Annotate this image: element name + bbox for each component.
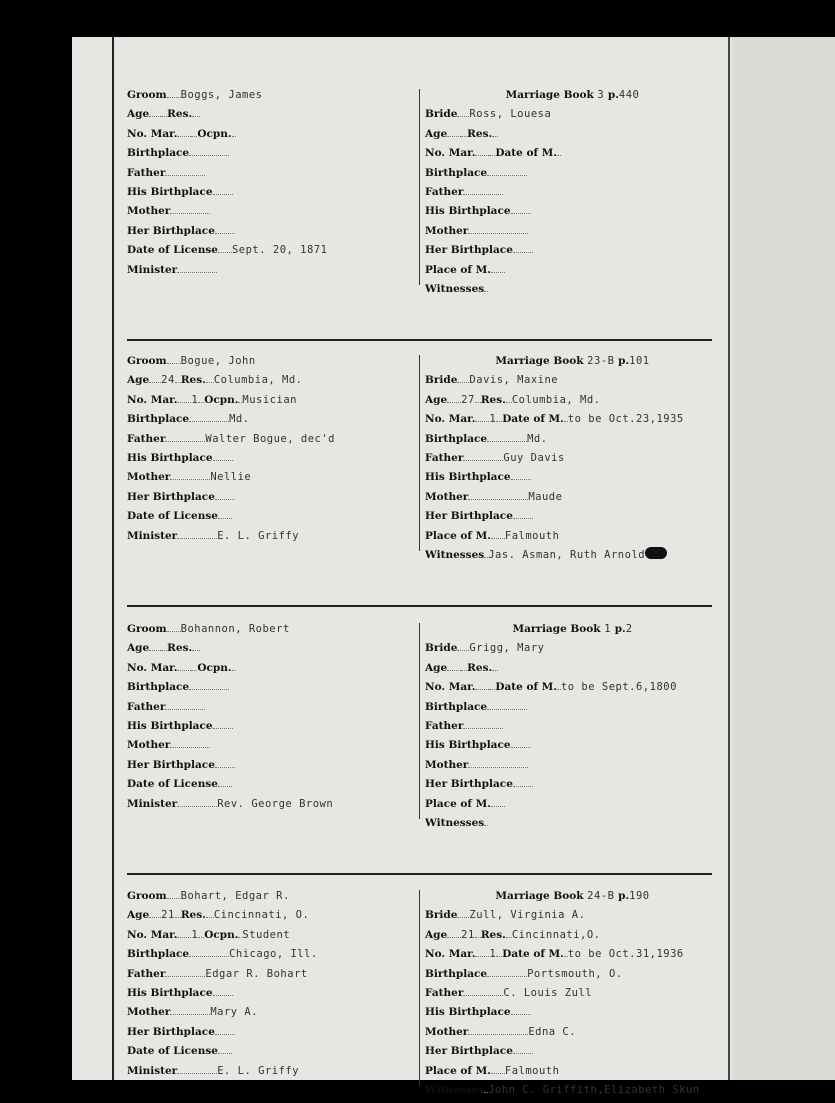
age-label: Age	[127, 909, 150, 922]
bride-father-value: C. Louis Zull	[503, 986, 593, 999]
page-label: p.	[618, 355, 630, 367]
bride-no-mar-label: No. Mar.	[425, 413, 476, 426]
mother-row	[127, 1006, 417, 1025]
bride-mother-value: Maude	[528, 490, 563, 503]
page-value: 190	[629, 890, 650, 902]
no-mar-label: No. Mar.	[127, 393, 178, 406]
witnesses-row	[425, 817, 720, 836]
bride-father-label: Father	[425, 185, 464, 198]
age-res-row	[127, 642, 417, 661]
bride-label: Bride	[425, 374, 458, 387]
minister-label: Minister	[127, 797, 178, 810]
bride-father-label: Father	[425, 451, 464, 464]
bride-his-birthplace-row	[425, 205, 720, 224]
bride-father-label: Father	[425, 986, 464, 999]
page-value: 440	[618, 89, 640, 101]
bride-his-birthplace-label: His Birthplace	[425, 471, 511, 484]
groom-value: Bohannon, Robert	[180, 623, 290, 635]
birthplace-label: Birthplace	[127, 413, 190, 426]
column-divider	[419, 355, 420, 551]
minister-row	[127, 1065, 417, 1084]
bride-her-birthplace-label: Her Birthplace	[425, 1045, 513, 1058]
birthplace-row	[127, 413, 417, 432]
bride-value: Zull, Virginia A.	[469, 909, 586, 922]
bride-her-birthplace-row	[425, 778, 720, 797]
bride-her-birthplace-label: Her Birthplace	[425, 778, 513, 791]
bride-birthplace-value: Portsmouth, O.	[527, 967, 623, 980]
his-birthplace-row	[127, 186, 417, 205]
groom-row	[127, 89, 417, 108]
bride-no-mar-label: No. Mar.	[425, 948, 476, 961]
bride-age-res-row	[425, 128, 720, 147]
bride-birthplace-label: Birthplace	[425, 967, 488, 980]
minister-row	[127, 264, 417, 283]
groom-value: Bohart, Edgar R.	[180, 890, 290, 902]
his-birthplace-label: His Birthplace	[127, 185, 213, 198]
bride-label: Bride	[425, 642, 458, 655]
groom-column	[127, 355, 417, 549]
her-birthplace-label: Her Birthplace	[127, 224, 215, 237]
minister-label: Minister	[127, 529, 178, 542]
age-res-row	[127, 374, 417, 393]
ocpn-value: Musician	[242, 393, 297, 406]
bride-mother-label: Mother	[425, 224, 469, 237]
res-label: Res.	[180, 909, 206, 922]
bride-age-res-row	[425, 662, 720, 681]
bride-res-value: Cincinnati,O.	[511, 928, 601, 941]
witnesses-value: John C. Griffith,Elizabeth Skun	[488, 1083, 700, 1096]
groom-label: Groom	[127, 89, 167, 101]
place-of-m-row	[425, 798, 720, 817]
mother-label: Mother	[127, 1006, 171, 1019]
marriage-book-value: 24-B	[587, 890, 615, 902]
witnesses-value: Jas. Asman, Ruth Arnold	[488, 548, 646, 561]
bride-no-mar-row	[425, 948, 720, 967]
age-label: Age	[127, 642, 150, 655]
bride-mother-row	[425, 759, 720, 778]
mother-value: Mary A.	[210, 1006, 259, 1019]
page-label: p.	[607, 89, 619, 101]
bride-his-birthplace-label: His Birthplace	[425, 205, 511, 218]
groom-column	[127, 89, 417, 283]
her-birthplace-row	[127, 225, 417, 244]
bride-father-label: Father	[425, 719, 464, 732]
place-of-m-row	[425, 264, 720, 283]
bride-age-value: 21	[461, 928, 475, 941]
bride-row	[425, 108, 720, 127]
birthplace-row	[127, 147, 417, 166]
bride-label: Bride	[425, 909, 458, 922]
bride-no-mar-row	[425, 413, 720, 432]
bride-age-value: 27	[461, 393, 475, 406]
marriage-book-row	[425, 89, 720, 108]
date-of-m-label: Date of M.	[502, 948, 564, 961]
his-birthplace-label: His Birthplace	[127, 986, 213, 999]
groom-row	[127, 890, 417, 909]
date-of-license-label: Date of License	[127, 244, 218, 257]
bride-father-row	[425, 987, 720, 1006]
bride-age-res-row	[425, 394, 720, 413]
marriage-book-label: Marriage Book	[512, 623, 601, 635]
record-separator	[127, 605, 712, 607]
groom-row	[127, 623, 417, 642]
date-of-m-label: Date of M.	[495, 147, 557, 160]
witnesses-label: Witnesses	[425, 282, 485, 295]
bride-column	[425, 355, 720, 568]
bride-row	[425, 909, 720, 928]
no-mar-row	[127, 662, 417, 681]
groom-row	[127, 355, 417, 374]
age-value: 21	[161, 909, 175, 922]
her-birthplace-label: Her Birthplace	[127, 490, 215, 503]
date-of-license-label: Date of License	[127, 1045, 218, 1058]
bride-mother-value: Edna C.	[528, 1025, 577, 1038]
bride-her-birthplace-label: Her Birthplace	[425, 510, 513, 523]
bride-value: Ross, Louesa	[469, 108, 552, 121]
ocpn-label: Ocpn.	[204, 928, 239, 941]
his-birthplace-row	[127, 987, 417, 1006]
mother-value: Nellie	[210, 471, 252, 484]
marriage-book-value: 3	[597, 89, 605, 101]
bride-column	[425, 89, 720, 302]
bride-birthplace-row	[425, 167, 720, 186]
witnesses-label: Witnesses	[425, 816, 485, 829]
witnesses-label: Witnesses	[425, 1083, 485, 1096]
father-label: Father	[127, 967, 166, 980]
age-label: Age	[127, 374, 150, 387]
date-of-m-label: Date of M.	[495, 681, 557, 694]
bride-column	[425, 890, 720, 1103]
no-mar-value: 1	[191, 393, 199, 406]
witnesses-row	[425, 549, 720, 568]
marriage-book-row	[425, 890, 720, 909]
groom-label: Groom	[127, 355, 167, 367]
page-value: 2	[625, 623, 633, 635]
bride-birthplace-value: Md.	[527, 432, 548, 445]
his-birthplace-row	[127, 452, 417, 471]
bride-mother-label: Mother	[425, 758, 469, 771]
bride-no-mar-label: No. Mar.	[425, 147, 476, 160]
bride-no-mar-value: 1	[489, 413, 497, 426]
bride-res-label: Res.	[467, 127, 493, 140]
bride-her-birthplace-row	[425, 244, 720, 263]
bride-his-birthplace-row	[425, 739, 720, 758]
res-value: Columbia, Md.	[213, 374, 303, 387]
bride-age-label: Age	[425, 928, 448, 941]
place-of-m-label: Place of M.	[425, 1064, 491, 1077]
place-of-m-label: Place of M.	[425, 529, 491, 542]
res-label: Res.	[167, 642, 193, 655]
marriage-book-value: 23-B	[587, 355, 615, 367]
bride-no-mar-label: No. Mar.	[425, 681, 476, 694]
bride-no-mar-value: 1	[489, 948, 497, 961]
place-of-m-value: Falmouth	[504, 1064, 560, 1077]
bride-no-mar-row	[425, 147, 720, 166]
bride-his-birthplace-label: His Birthplace	[425, 1006, 511, 1019]
witnesses-row	[425, 1084, 720, 1103]
bride-mother-row	[425, 1026, 720, 1045]
bride-mother-row	[425, 225, 720, 244]
ocpn-value: Student	[242, 928, 291, 941]
res-value: Cincinnati, O.	[213, 909, 310, 922]
bride-value: Davis, Maxine	[469, 374, 559, 387]
groom-value: Boggs, James	[180, 89, 263, 101]
date-of-license-row	[127, 244, 417, 263]
no-mar-row	[127, 128, 417, 147]
witnesses-row	[425, 283, 720, 302]
her-birthplace-label: Her Birthplace	[127, 758, 215, 771]
bride-father-value: Guy Davis	[503, 451, 565, 464]
bride-birthplace-row	[425, 433, 720, 452]
witnesses-label: Witnesses	[425, 548, 485, 561]
birthplace-row	[127, 681, 417, 700]
bride-father-row	[425, 720, 720, 739]
bride-father-row	[425, 452, 720, 471]
place-of-m-label: Place of M.	[425, 263, 491, 276]
res-label: Res.	[167, 108, 193, 121]
left-border-line	[112, 37, 114, 1080]
column-divider	[419, 89, 420, 285]
minister-value: E. L. Griffy	[217, 529, 300, 542]
bride-res-value: Columbia, Md.	[511, 393, 601, 406]
bride-mother-label: Mother	[425, 1025, 469, 1038]
mother-row	[127, 739, 417, 758]
bride-birthplace-label: Birthplace	[425, 166, 488, 179]
date-of-m-label: Date of M.	[502, 413, 564, 426]
mother-label: Mother	[127, 205, 171, 218]
bride-res-label: Res.	[480, 928, 506, 941]
marriage-book-value: 1	[604, 623, 612, 635]
bride-his-birthplace-label: His Birthplace	[425, 739, 511, 752]
no-mar-value: 1	[191, 928, 199, 941]
age-value: 24	[161, 374, 175, 387]
bride-age-label: Age	[425, 127, 448, 140]
bride-res-label: Res.	[467, 661, 493, 674]
minister-label: Minister	[127, 1064, 178, 1077]
place-of-m-label: Place of M.	[425, 797, 491, 810]
bride-mother-label: Mother	[425, 490, 469, 503]
bride-her-birthplace-row	[425, 510, 720, 529]
bride-his-birthplace-row	[425, 1006, 720, 1025]
birthplace-value: Chicago, Ill.	[229, 948, 318, 961]
bride-age-label: Age	[425, 393, 448, 406]
mother-label: Mother	[127, 739, 171, 752]
groom-label: Groom	[127, 890, 167, 902]
no-mar-label: No. Mar.	[127, 928, 178, 941]
father-label: Father	[127, 432, 166, 445]
page-edge	[732, 37, 835, 1080]
his-birthplace-label: His Birthplace	[127, 451, 213, 464]
bride-his-birthplace-row	[425, 471, 720, 490]
her-birthplace-row	[127, 491, 417, 510]
no-mar-label: No. Mar.	[127, 661, 178, 674]
birthplace-label: Birthplace	[127, 948, 190, 961]
age-label: Age	[127, 108, 150, 121]
father-label: Father	[127, 166, 166, 179]
date-of-m-value: to be Oct.31,1936	[567, 948, 684, 961]
no-mar-row	[127, 929, 417, 948]
record-separator	[127, 873, 712, 875]
date-of-license-row	[127, 1045, 417, 1064]
page-label: p.	[618, 890, 630, 902]
birthplace-row	[127, 948, 417, 967]
ocpn-label: Ocpn.	[204, 393, 239, 406]
bride-value: Grigg, Mary	[469, 642, 545, 655]
bride-birthplace-row	[425, 968, 720, 987]
bride-her-birthplace-row	[425, 1045, 720, 1064]
bride-birthplace-row	[425, 701, 720, 720]
mother-row	[127, 471, 417, 490]
mother-label: Mother	[127, 471, 171, 484]
her-birthplace-row	[127, 759, 417, 778]
marriage-book-row	[425, 355, 720, 374]
bride-father-row	[425, 186, 720, 205]
date-of-license-value: Sept. 20, 1871	[231, 244, 328, 257]
date-of-license-label: Date of License	[127, 510, 218, 523]
bride-age-label: Age	[425, 661, 448, 674]
date-of-license-row	[127, 510, 417, 529]
minister-value: Rev. George Brown	[217, 797, 334, 810]
bride-row	[425, 374, 720, 393]
marriage-book-label: Marriage Book	[495, 355, 584, 367]
bride-label: Bride	[425, 108, 458, 121]
age-res-row	[127, 909, 417, 928]
no-mar-row	[127, 394, 417, 413]
bride-birthplace-label: Birthplace	[425, 432, 488, 445]
his-birthplace-label: His Birthplace	[127, 719, 213, 732]
father-value: Edgar R. Bohart	[205, 967, 308, 980]
ocpn-label: Ocpn.	[197, 127, 232, 140]
father-row	[127, 968, 417, 987]
father-row	[127, 701, 417, 720]
groom-column	[127, 623, 417, 817]
minister-value: E. L. Griffy	[217, 1064, 300, 1077]
page-value: 101	[629, 355, 650, 367]
page-label: p.	[614, 623, 626, 635]
bride-res-label: Res.	[480, 393, 506, 406]
marriage-book-label: Marriage Book	[505, 89, 594, 101]
date-of-m-value: to be Sept.6,1800	[560, 681, 677, 694]
groom-label: Groom	[127, 623, 167, 635]
her-birthplace-label: Her Birthplace	[127, 1025, 215, 1038]
groom-value: Bogue, John	[180, 355, 256, 367]
bride-column	[425, 623, 720, 836]
bride-age-res-row	[425, 929, 720, 948]
date-of-license-label: Date of License	[127, 778, 218, 791]
date-of-m-value: to be Oct.23,1935	[567, 413, 684, 426]
column-divider	[419, 623, 420, 819]
his-birthplace-row	[127, 720, 417, 739]
marriage-book-label: Marriage Book	[495, 890, 584, 902]
bride-row	[425, 642, 720, 661]
father-label: Father	[127, 700, 166, 713]
birthplace-value: Md.	[229, 413, 250, 426]
bride-mother-row	[425, 491, 720, 510]
minister-label: Minister	[127, 263, 178, 276]
place-of-m-row	[425, 1065, 720, 1084]
age-res-row	[127, 108, 417, 127]
birthplace-label: Birthplace	[127, 147, 190, 160]
father-row	[127, 167, 417, 186]
date-of-license-row	[127, 778, 417, 797]
groom-column	[127, 890, 417, 1084]
minister-row	[127, 530, 417, 549]
mother-row	[127, 205, 417, 224]
place-of-m-value: Falmouth	[504, 529, 560, 542]
father-row	[127, 433, 417, 452]
ocpn-label: Ocpn.	[197, 661, 232, 674]
bride-her-birthplace-label: Her Birthplace	[425, 244, 513, 257]
place-of-m-row	[425, 530, 720, 549]
bride-no-mar-row	[425, 681, 720, 700]
res-label: Res.	[180, 374, 206, 387]
minister-row	[127, 798, 417, 817]
right-border-line	[728, 37, 730, 1080]
father-value: Walter Bogue, dec'd	[205, 432, 335, 445]
marriage-book-row	[425, 623, 720, 642]
record-separator	[127, 339, 712, 341]
bride-birthplace-label: Birthplace	[425, 700, 488, 713]
birthplace-label: Birthplace	[127, 681, 190, 694]
her-birthplace-row	[127, 1026, 417, 1045]
no-mar-label: No. Mar.	[127, 127, 178, 140]
column-divider	[419, 890, 420, 1086]
